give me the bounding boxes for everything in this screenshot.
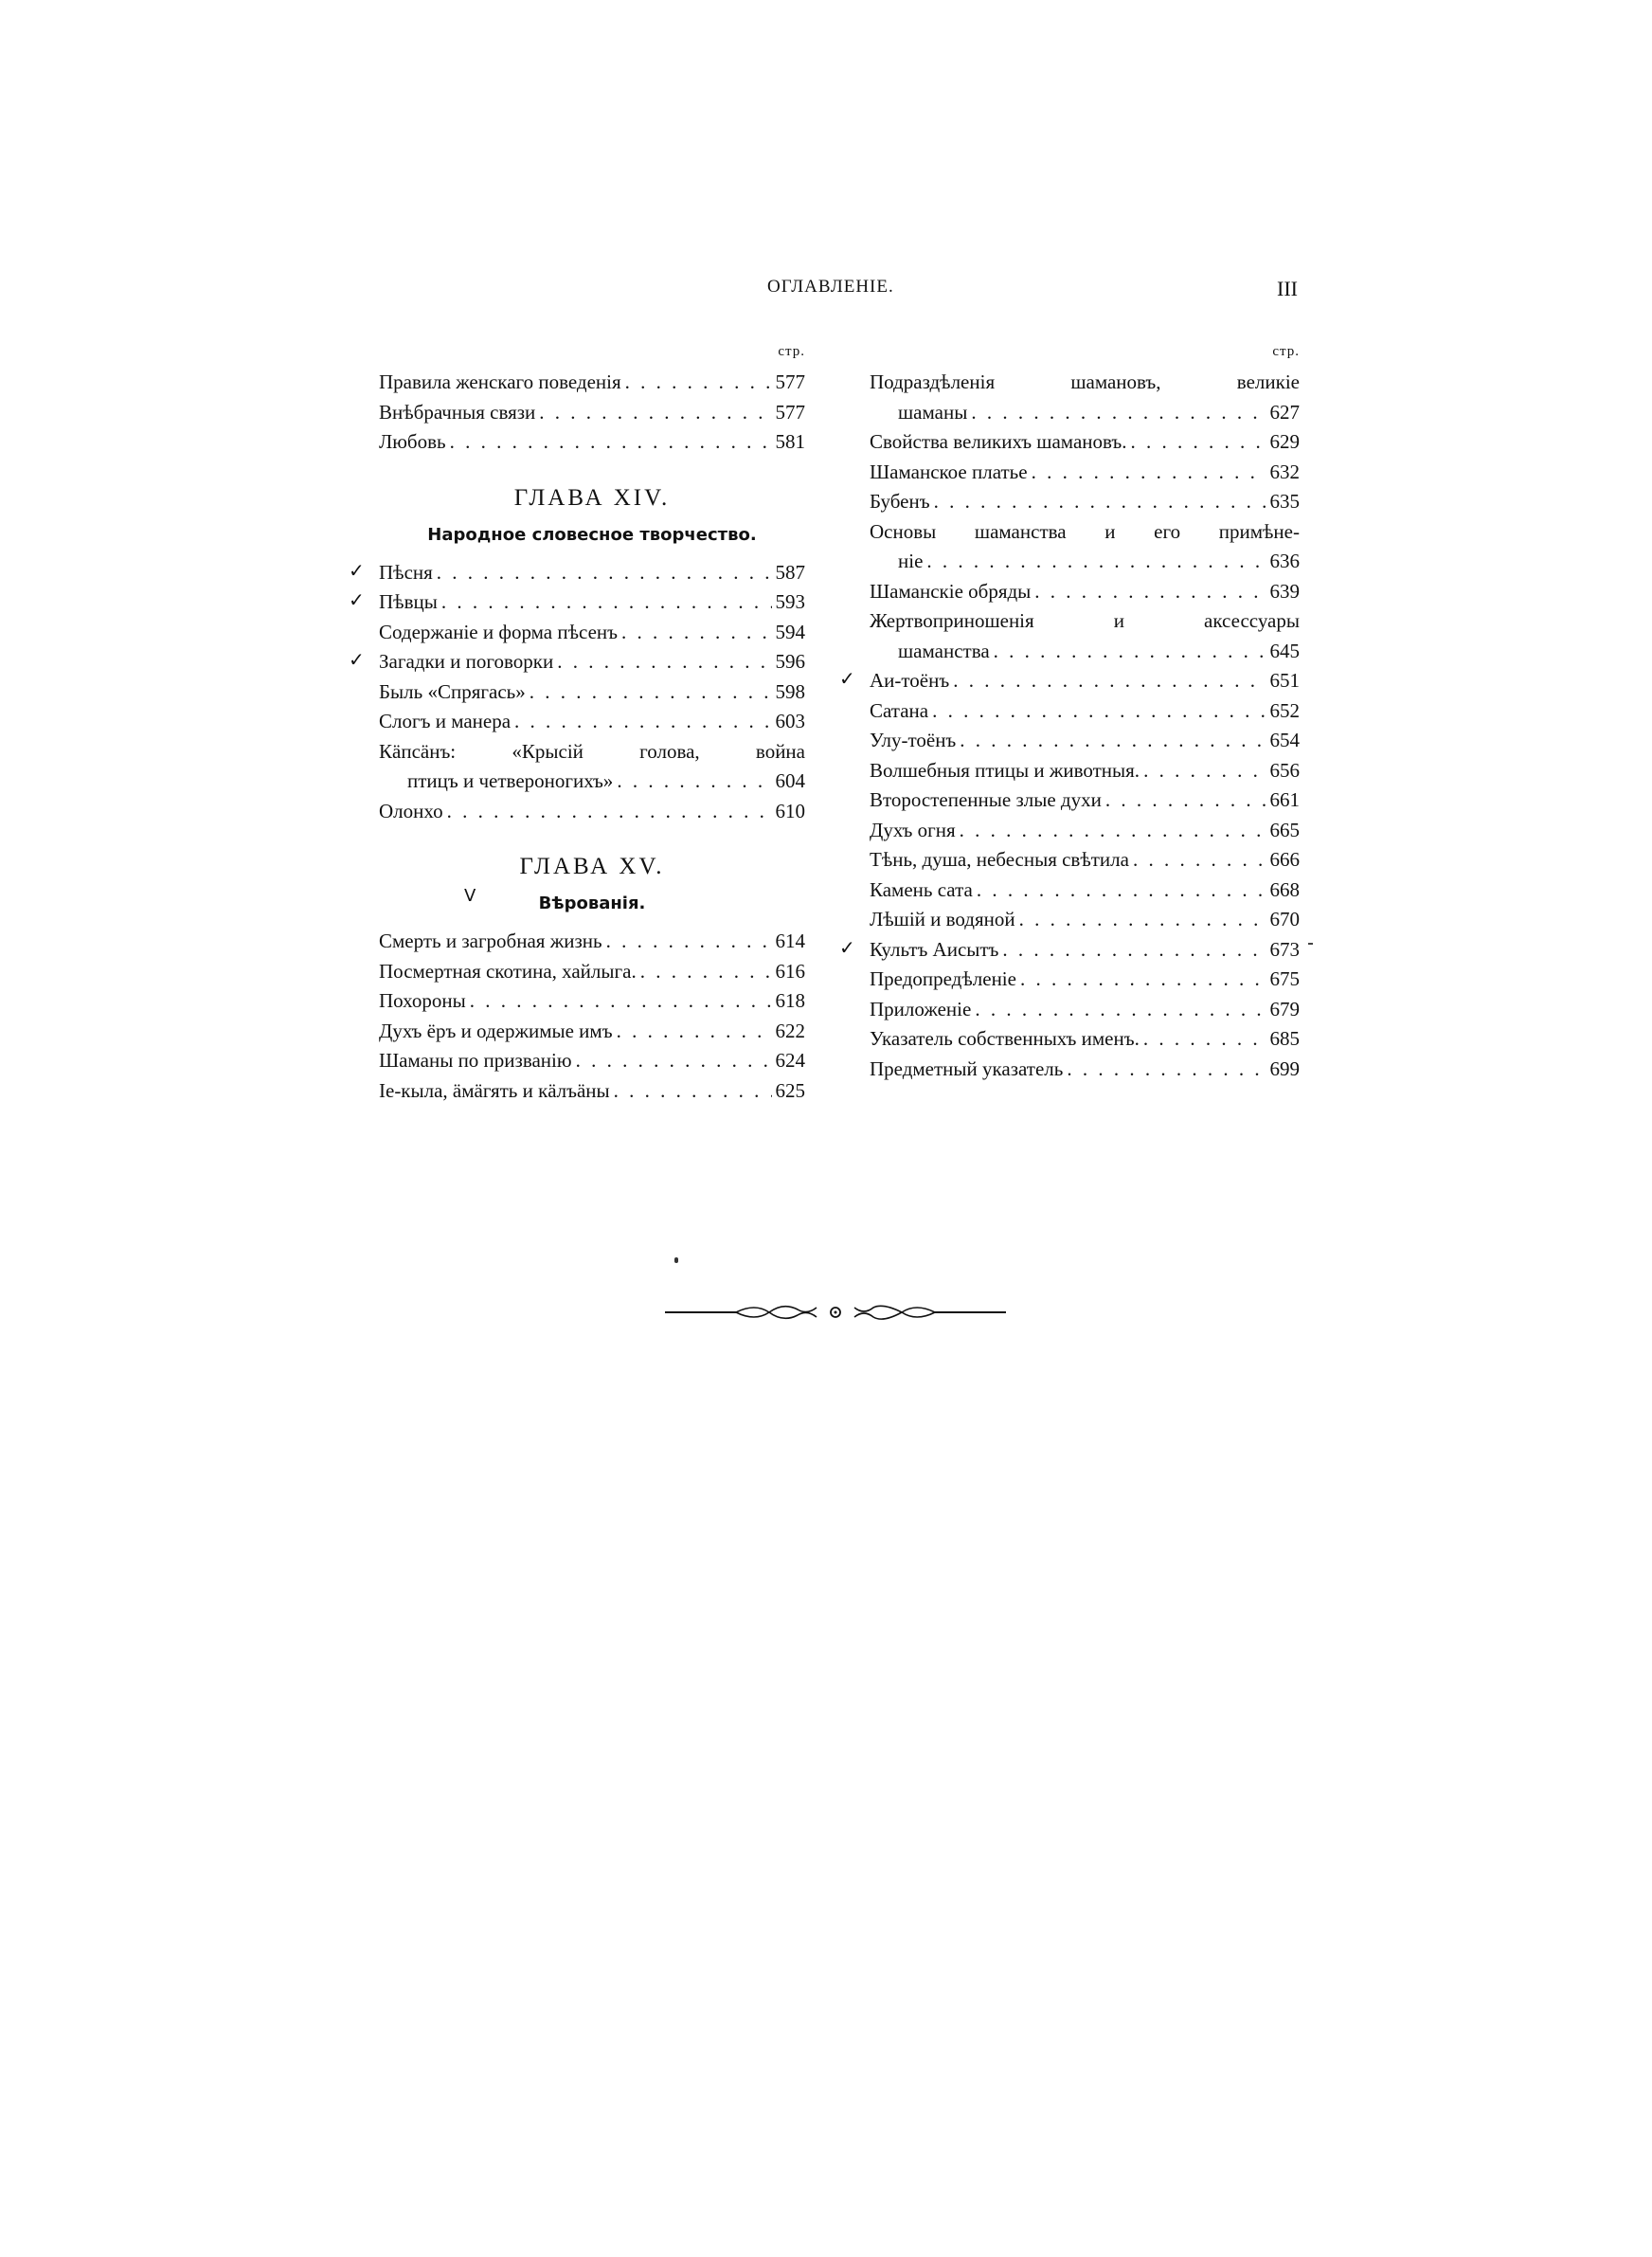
entry-page: 656 [1269, 758, 1300, 782]
entry-page: 665 [1269, 818, 1300, 841]
toc-entry[interactable] [379, 618, 805, 648]
toc-entry[interactable] [379, 986, 805, 1017]
check-mark-icon: V [464, 886, 476, 906]
leader-dots [437, 558, 772, 588]
toc-entry[interactable] [870, 845, 1300, 876]
entry-title: шаманства [898, 639, 990, 662]
entry-page: 627 [1269, 400, 1300, 424]
entry-page: 581 [775, 430, 805, 453]
leader-dots [441, 587, 772, 618]
leader-dots [1105, 785, 1266, 816]
toc-entry[interactable] [870, 696, 1300, 727]
leader-dots [934, 487, 1266, 517]
toc-entry[interactable] [870, 816, 1300, 846]
leader-dots [994, 637, 1266, 667]
leader-dots [1019, 905, 1266, 935]
entry-title: Бубенъ [870, 490, 930, 513]
toc-entry[interactable] [870, 487, 1300, 517]
entry-title: Аи-тоёнъ [870, 669, 950, 692]
entry-page: 604 [775, 769, 805, 792]
entry-title: ніе [898, 550, 924, 572]
entry-page: 652 [1269, 698, 1300, 722]
title-word: и [1104, 519, 1116, 543]
toc-entry-multiline[interactable] [379, 737, 805, 797]
entry-title: Приложеніе [870, 997, 972, 1020]
entry-page: 685 [1269, 1027, 1300, 1050]
page-heading: ОГЛАВЛЕНІЕ. [767, 277, 894, 297]
leader-dots [617, 1017, 772, 1047]
title-word: Основы [870, 519, 937, 543]
entry-title-line [379, 737, 805, 767]
check-mark-icon: ✓ [349, 648, 365, 671]
entry-title-line [870, 368, 1300, 398]
entry-title: Волшебныя птицы и животныя. [870, 758, 1140, 782]
leader-dots [557, 647, 771, 677]
entry-title: Предопредѣленіе [870, 967, 1016, 990]
leader-dots [1143, 756, 1266, 786]
title-word: Кäпсäнъ: [379, 739, 457, 763]
toc-entry[interactable] [349, 647, 805, 677]
check-mark-icon: ✓ [839, 935, 855, 959]
entry-page: 603 [775, 710, 805, 732]
leader-dots [614, 1076, 772, 1107]
toc-entry[interactable] [870, 726, 1300, 756]
leader-dots [1020, 965, 1266, 995]
toc-entry[interactable] [870, 427, 1300, 458]
chapter-subtitle: Народное словесное творчество. [427, 524, 757, 545]
leader-dots [1067, 1055, 1266, 1085]
entry-page: 651 [1269, 669, 1300, 692]
toc-entry[interactable] [379, 1017, 805, 1047]
entry-page: 577 [775, 370, 805, 393]
entry-page: 632 [1269, 460, 1300, 483]
entry-title: Сатана [870, 698, 929, 722]
entry-page: 645 [1269, 639, 1300, 662]
leader-dots [975, 995, 1266, 1025]
entry-page: 673 [1269, 937, 1300, 961]
toc-entry[interactable] [379, 677, 805, 708]
leader-dots [1032, 458, 1266, 488]
leader-dots [450, 427, 772, 458]
entry-title: Лѣшій и водяной [870, 908, 1015, 930]
page-column-label: стр. [1272, 344, 1300, 359]
title-word: великіе [1236, 370, 1300, 393]
toc-entry[interactable] [870, 756, 1300, 786]
leader-dots [953, 666, 1266, 696]
entry-title: Духъ ёръ и одержимые имъ [379, 1019, 613, 1042]
entry-title: Камень сата [870, 877, 973, 901]
entry-page: 610 [775, 799, 805, 822]
toc-entry[interactable] [379, 1076, 805, 1107]
chapter-heading: ГЛАВА XIV. [513, 484, 671, 511]
entry-title: Тѣнь, душа, небесныя свѣтила [870, 848, 1129, 871]
entry-page: 587 [775, 560, 805, 584]
toc-entry[interactable] [870, 1055, 1300, 1085]
leader-dots [960, 726, 1266, 756]
entry-page: 670 [1269, 908, 1300, 930]
title-word: война [755, 739, 805, 763]
entry-page: 598 [775, 679, 805, 703]
leader-dots [621, 618, 771, 648]
entry-title: Содержаніе и форма пѣсенъ [379, 620, 619, 643]
title-word: «Крысій [512, 739, 584, 763]
toc-entry[interactable] [870, 876, 1300, 906]
entry-page: 596 [775, 650, 805, 673]
toc-entry[interactable] [870, 458, 1300, 488]
entry-page: 616 [775, 959, 805, 983]
toc-entry[interactable] [379, 398, 805, 428]
entry-page: 614 [775, 930, 805, 952]
page-number: III [1277, 277, 1298, 300]
running-head [379, 277, 1298, 305]
toc-entry[interactable] [839, 666, 1300, 696]
leader-dots [1133, 845, 1266, 876]
title-word: шамановъ, [1070, 370, 1161, 393]
leader-dots [1131, 427, 1266, 458]
entry-title: Культъ Аисытъ [870, 937, 999, 961]
toc-entry-multiline[interactable] [870, 606, 1300, 666]
toc-left-column [349, 341, 805, 1106]
title-word: аксессуары [1204, 609, 1300, 632]
entry-title: Шаманское платье [870, 460, 1028, 483]
entry-page: 593 [775, 590, 805, 613]
entry-title: Шаманы по призванію [379, 1049, 572, 1072]
entry-page: 624 [775, 1049, 805, 1072]
entry-title: Шаманскіе обряды [870, 579, 1032, 603]
entry-page: 654 [1269, 729, 1300, 751]
leader-dots [514, 707, 771, 737]
ink-dot [674, 1257, 678, 1263]
leader-dots [625, 368, 772, 398]
toc-entry[interactable] [870, 785, 1300, 816]
toc-entry-multiline[interactable] [870, 368, 1300, 427]
toc-entry[interactable] [870, 965, 1300, 995]
entry-title: Загадки и поговорки [379, 650, 554, 673]
toc-entry-multiline[interactable] [870, 517, 1300, 577]
entry-title: Улу-тоёнъ [870, 729, 957, 751]
title-word: Подраздѣленія [870, 370, 996, 393]
entry-page: 661 [1269, 788, 1300, 811]
toc-entry[interactable] [379, 1046, 805, 1076]
entry-page: 622 [775, 1019, 805, 1042]
chapter-subtitle-wrap [379, 886, 805, 917]
toc-entry[interactable] [870, 995, 1300, 1025]
leader-dots [1034, 577, 1266, 607]
title-word: примѣне- [1218, 519, 1300, 543]
entry-title: Пѣвцы [379, 590, 438, 613]
entry-page: 699 [1269, 1056, 1300, 1080]
title-word: Жертвоприношенія [870, 609, 1034, 632]
entry-page: 639 [1269, 579, 1300, 603]
entry-title: Любовь [379, 430, 446, 453]
toc-entry[interactable] [870, 905, 1300, 935]
entry-page: 675 [1269, 967, 1300, 990]
toc-entry[interactable] [349, 558, 805, 588]
entry-title: птицъ и четвероногихъ» [407, 769, 614, 792]
page-column-label: стр. [778, 344, 805, 359]
entry-title: Внѣбрачныя связи [379, 400, 536, 424]
entry-title: Олонхо [379, 799, 443, 822]
entry-title: Слогъ и манера [379, 710, 512, 732]
chapter-heading: ГЛАВА XV. [519, 854, 665, 879]
toc-entry[interactable] [379, 797, 805, 827]
entry-title: Похороны [379, 989, 466, 1012]
entry-title: Свойства великихъ шамановъ. [870, 430, 1127, 453]
leader-dots [1002, 935, 1266, 966]
title-word: его [1154, 519, 1181, 543]
entry-title: Духъ огня [870, 818, 956, 841]
entry-page: 668 [1269, 877, 1300, 901]
entry-title-line [870, 606, 1300, 637]
entry-title: Смерть и загробная жизнь [379, 930, 602, 952]
entry-title: Правила женскаго поведенія [379, 370, 621, 393]
leader-dots [926, 547, 1266, 577]
leader-dots [977, 876, 1266, 906]
leader-dots [539, 398, 771, 428]
entry-title: Пѣсня [379, 560, 433, 584]
leader-dots [576, 1046, 772, 1076]
toc-entry[interactable] [379, 427, 805, 458]
title-word: шаманства [974, 519, 1067, 543]
entry-page: 629 [1269, 430, 1300, 453]
entry-title: Быль «Спрягась» [379, 679, 526, 703]
leader-dots [470, 986, 772, 1017]
entry-title: Іе-кыла, ӓмӓгять и кӓлъӓны [379, 1078, 610, 1102]
entry-page: 635 [1269, 490, 1300, 513]
entry-page: 577 [775, 400, 805, 424]
entry-page: 618 [775, 989, 805, 1012]
entry-title: Предметный указатель [870, 1056, 1064, 1080]
title-word: голова, [639, 739, 700, 763]
leader-dots [530, 677, 772, 708]
title-word: и [1113, 609, 1124, 632]
entry-page: 636 [1269, 550, 1300, 572]
entry-page: 666 [1269, 848, 1300, 871]
entry-page: 594 [775, 620, 805, 643]
toc-entry[interactable] [379, 957, 805, 987]
toc-right-column [839, 341, 1300, 1084]
toc-entry[interactable] [349, 587, 805, 618]
leader-dots [960, 816, 1266, 846]
entry-title-line [870, 517, 1300, 548]
leader-dots [971, 398, 1266, 428]
toc-entry[interactable] [379, 707, 805, 737]
entry-title: шаманы [898, 400, 968, 424]
entry-title: Второстепенные злые духи [870, 788, 1102, 811]
check-mark-icon: ✓ [349, 558, 365, 582]
toc-entry[interactable] [839, 935, 1300, 966]
toc-entry[interactable] [379, 927, 805, 957]
chapter-subtitle: Вѣрованія. [538, 894, 646, 913]
toc-entry[interactable] [870, 1024, 1300, 1055]
stray-mark [1308, 943, 1313, 945]
leader-dots [1143, 1024, 1266, 1055]
leader-dots [606, 927, 772, 957]
entry-title: Посмертная скотина, хайлыга. [379, 959, 637, 983]
entry-page: 625 [775, 1078, 805, 1102]
entry-page: 679 [1269, 997, 1300, 1020]
check-mark-icon: ✓ [839, 667, 855, 690]
ornament-divider-icon [665, 1298, 1006, 1327]
check-mark-icon: ✓ [349, 588, 365, 611]
leader-dots [932, 696, 1266, 727]
entry-title: Указатель собственныхъ именъ. [870, 1027, 1140, 1050]
toc-entry[interactable] [870, 577, 1300, 607]
toc-entry[interactable] [379, 368, 805, 398]
leader-dots [447, 797, 772, 827]
leader-dots [640, 957, 772, 987]
leader-dots [617, 767, 771, 797]
